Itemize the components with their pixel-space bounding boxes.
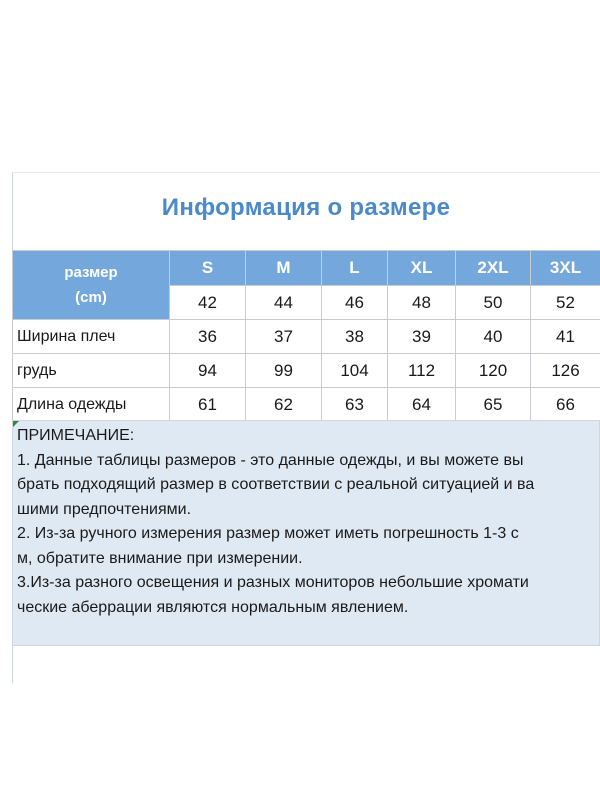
table-row bbox=[13, 320, 600, 354]
table-cell: 104 bbox=[322, 354, 388, 388]
table-cell: 37 bbox=[246, 320, 322, 354]
size-label: 2XL bbox=[456, 251, 531, 286]
size-header-row bbox=[13, 251, 600, 286]
size-number-cell: 52 bbox=[531, 286, 600, 320]
table-cell: 40 bbox=[456, 320, 531, 354]
size-unit-header bbox=[13, 251, 170, 320]
note-line: 3.Из-за разного освещения и разных мониторов небольшие хромати bbox=[17, 574, 529, 591]
note-line: шими предпочтениями. bbox=[17, 500, 192, 518]
table-cell: 36 bbox=[170, 320, 246, 354]
note-line: ческие аберрации являются нормальным явлением. bbox=[17, 598, 409, 616]
size-number-cell: 50 bbox=[456, 286, 531, 320]
size-label: S bbox=[170, 251, 246, 286]
table-cell: 120 bbox=[456, 354, 531, 388]
table-cell: 112 bbox=[388, 354, 456, 388]
size-label: M bbox=[246, 251, 322, 286]
table-cell: 62 bbox=[246, 388, 322, 422]
size-number-cell: 44 bbox=[246, 286, 322, 320]
table-cell: 61 bbox=[170, 388, 246, 422]
size-table bbox=[12, 250, 600, 422]
table-row bbox=[13, 354, 600, 388]
table-row bbox=[13, 388, 600, 422]
table-cell: 66 bbox=[531, 388, 600, 422]
table-cell: 64 bbox=[388, 388, 456, 422]
note-box bbox=[12, 420, 600, 646]
size-number-cell: 42 bbox=[170, 286, 246, 320]
note-line: 1. Данные таблицы размеров - это данные одежды, и вы можете вы bbox=[17, 451, 524, 469]
table-cell: 41 bbox=[531, 320, 600, 354]
size-unit-label: (cm) bbox=[75, 289, 107, 306]
size-number-cell: 48 bbox=[388, 286, 456, 320]
size-number-cell: 46 bbox=[322, 286, 388, 320]
table-cell: 94 bbox=[170, 354, 246, 388]
row-label: Длина одежды bbox=[13, 388, 170, 422]
note-line: м, обратите внимание при измерении. bbox=[17, 549, 303, 567]
size-header-label: размер bbox=[64, 264, 118, 281]
size-label: 3XL bbox=[531, 251, 600, 286]
note-line: 2. Из-за ручного измерения размер может иметь погрешность 1-3 с bbox=[17, 525, 519, 542]
page-title: Информация о размере bbox=[161, 194, 451, 221]
table-cell: 38 bbox=[322, 320, 388, 354]
cell-corner-marker bbox=[13, 421, 19, 427]
table-cell: 63 bbox=[322, 388, 388, 422]
note-heading: ПРИМЕЧАНИЕ: bbox=[17, 427, 135, 444]
table-cell: 65 bbox=[456, 388, 531, 422]
note-line: брать подходящий размер в соответствии с реальной ситуацией и ва bbox=[17, 476, 535, 493]
row-label: Ширина плеч bbox=[13, 320, 170, 354]
size-label: XL bbox=[388, 251, 456, 286]
table-cell: 99 bbox=[246, 354, 322, 388]
table-cell: 126 bbox=[531, 354, 600, 388]
size-label: L bbox=[322, 251, 388, 286]
row-label: грудь bbox=[13, 354, 170, 388]
table-cell: 39 bbox=[388, 320, 456, 354]
